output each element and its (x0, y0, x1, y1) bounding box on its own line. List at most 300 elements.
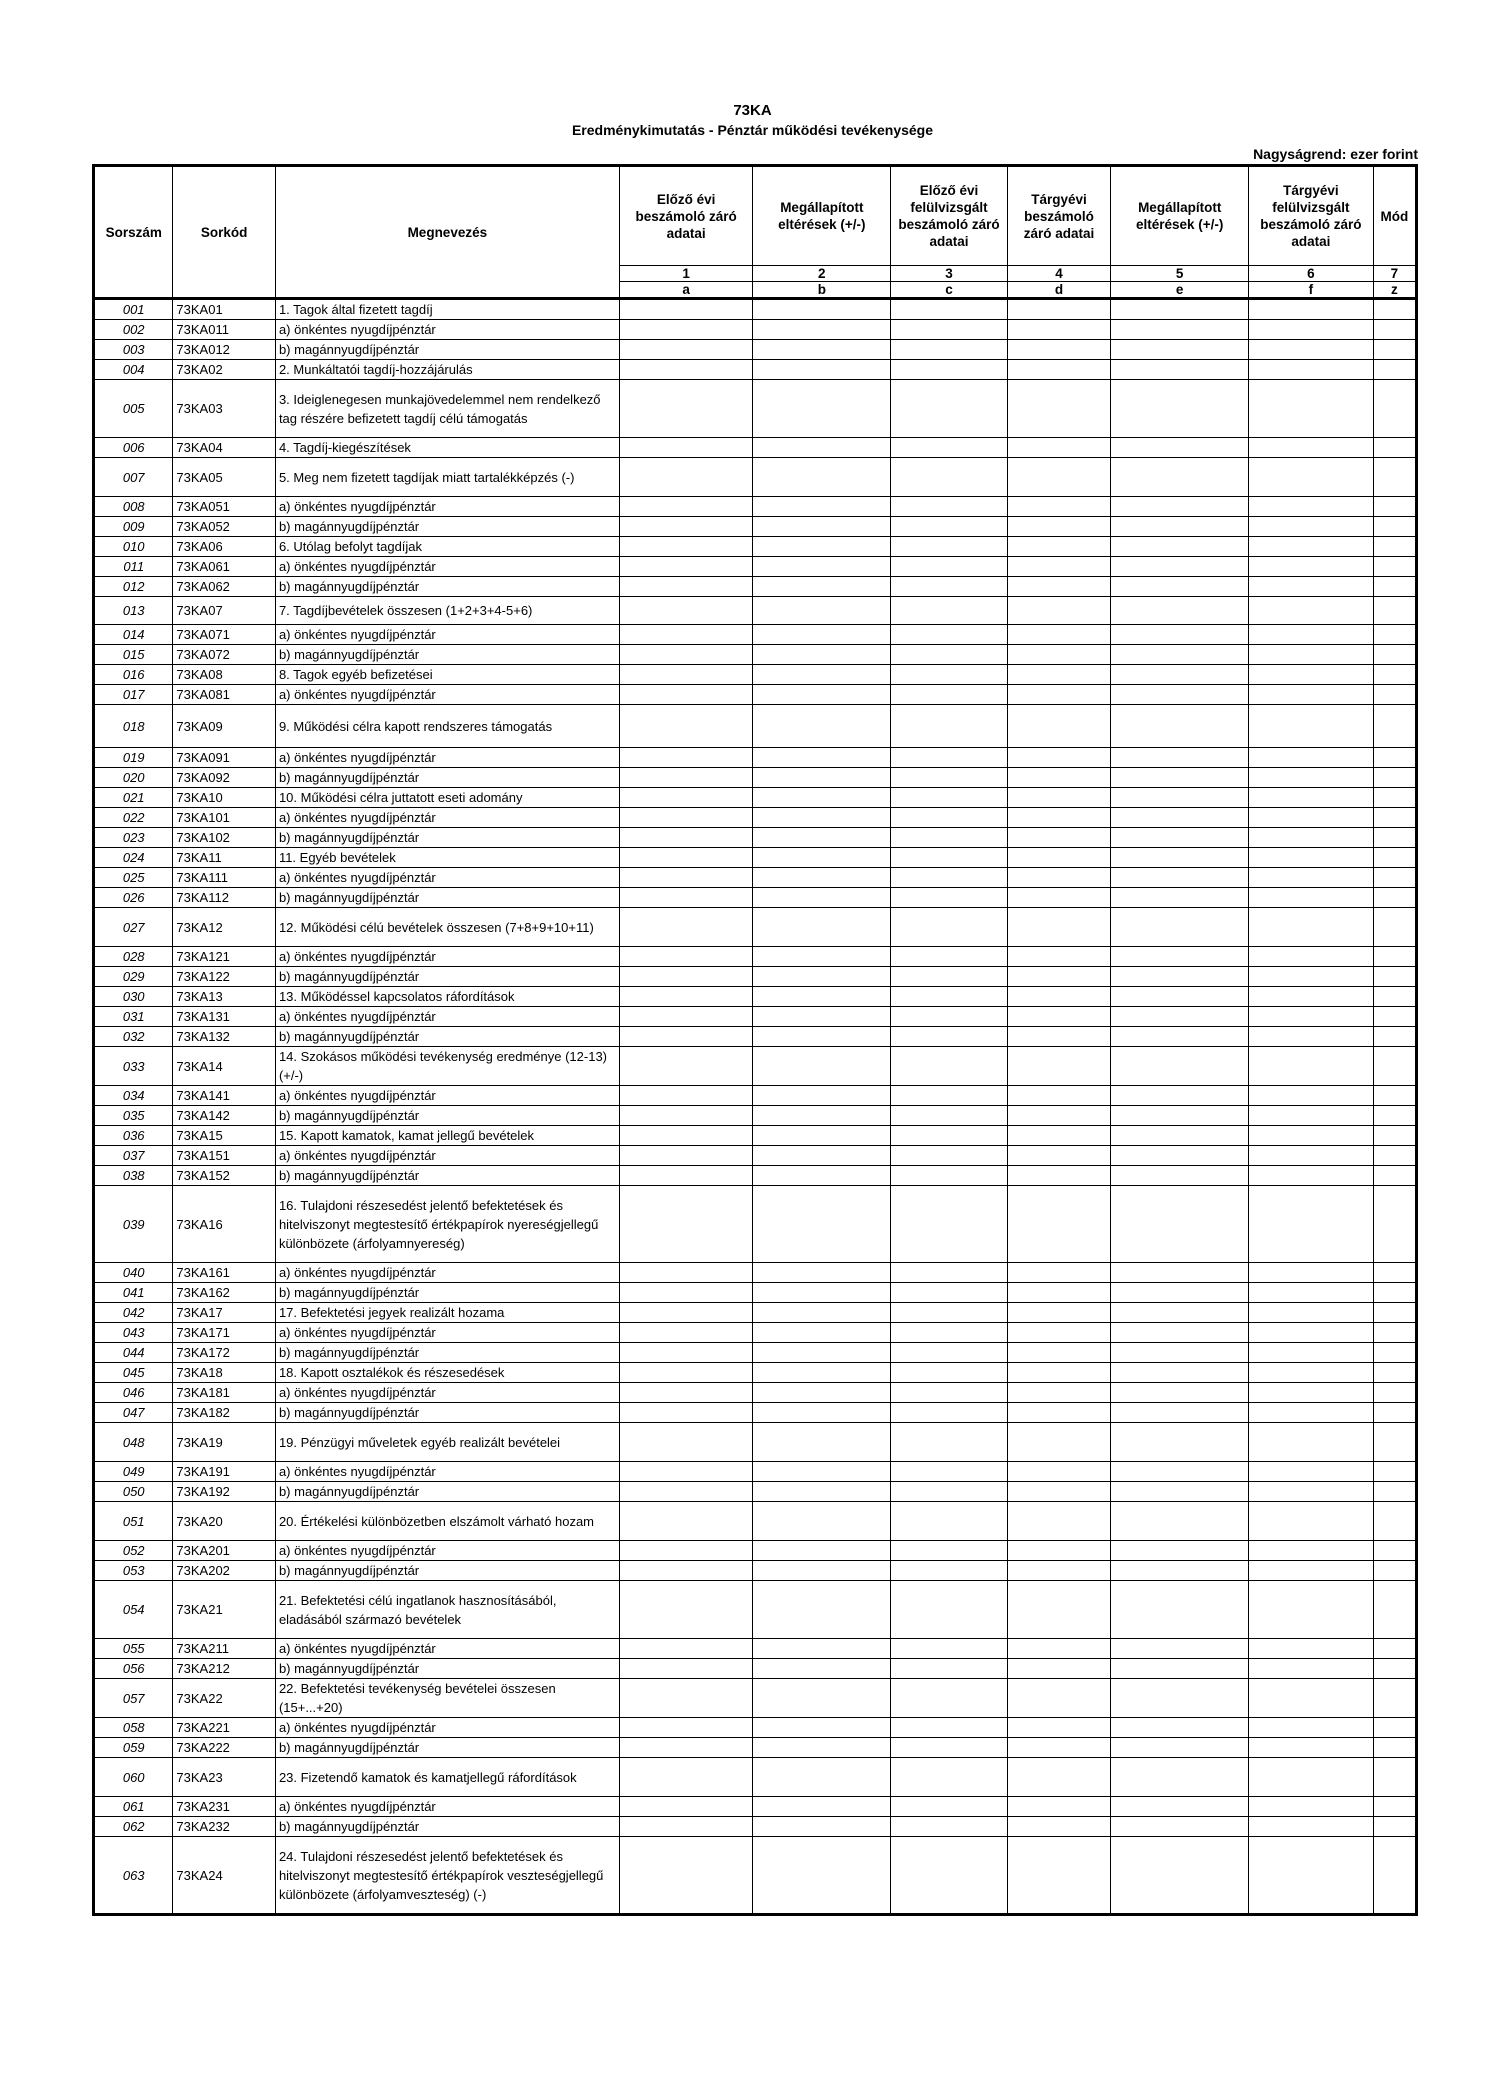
value-cell-col7[interactable] (1373, 1186, 1416, 1263)
value-cell-col7[interactable] (1373, 1423, 1416, 1462)
value-cell-col2[interactable] (753, 625, 891, 645)
value-cell-col3[interactable] (891, 1659, 1008, 1679)
value-cell-col3[interactable] (891, 1541, 1008, 1561)
value-cell-col3[interactable] (891, 517, 1008, 537)
value-cell-col1[interactable] (619, 808, 753, 828)
value-cell-col1[interactable] (619, 768, 753, 788)
value-cell-col3[interactable] (891, 1027, 1008, 1047)
value-cell-col5[interactable] (1111, 1106, 1249, 1126)
value-cell-col6[interactable] (1249, 1047, 1374, 1086)
value-cell-col4[interactable] (1007, 1502, 1111, 1541)
value-cell-col7[interactable] (1373, 908, 1416, 947)
value-cell-col1[interactable] (619, 987, 753, 1007)
value-cell-col3[interactable] (891, 1718, 1008, 1738)
value-cell-col5[interactable] (1111, 458, 1249, 497)
value-cell-col5[interactable] (1111, 577, 1249, 597)
value-cell-col5[interactable] (1111, 1679, 1249, 1718)
value-cell-col7[interactable] (1373, 1146, 1416, 1166)
value-cell-col1[interactable] (619, 1541, 753, 1561)
value-cell-col3[interactable] (891, 768, 1008, 788)
value-cell-col1[interactable] (619, 1126, 753, 1146)
value-cell-col1[interactable] (619, 1561, 753, 1581)
value-cell-col1[interactable] (619, 1482, 753, 1502)
value-cell-col4[interactable] (1007, 597, 1111, 625)
value-cell-col6[interactable] (1249, 557, 1374, 577)
value-cell-col4[interactable] (1007, 908, 1111, 947)
value-cell-col2[interactable] (753, 1581, 891, 1639)
value-cell-col5[interactable] (1111, 1303, 1249, 1323)
value-cell-col7[interactable] (1373, 1581, 1416, 1639)
value-cell-col7[interactable] (1373, 1363, 1416, 1383)
value-cell-col6[interactable] (1249, 1106, 1374, 1126)
value-cell-col2[interactable] (753, 577, 891, 597)
value-cell-col1[interactable] (619, 557, 753, 577)
value-cell-col5[interactable] (1111, 1363, 1249, 1383)
value-cell-col4[interactable] (1007, 1166, 1111, 1186)
value-cell-col1[interactable] (619, 497, 753, 517)
value-cell-col3[interactable] (891, 1797, 1008, 1817)
value-cell-col2[interactable] (753, 380, 891, 438)
value-cell-col3[interactable] (891, 1502, 1008, 1541)
value-cell-col7[interactable] (1373, 967, 1416, 987)
value-cell-col5[interactable] (1111, 320, 1249, 340)
value-cell-col3[interactable] (891, 748, 1008, 768)
value-cell-col7[interactable] (1373, 320, 1416, 340)
value-cell-col4[interactable] (1007, 1541, 1111, 1561)
value-cell-col3[interactable] (891, 1758, 1008, 1797)
value-cell-col5[interactable] (1111, 1758, 1249, 1797)
value-cell-col1[interactable] (619, 1263, 753, 1283)
value-cell-col6[interactable] (1249, 1659, 1374, 1679)
value-cell-col6[interactable] (1249, 705, 1374, 748)
value-cell-col6[interactable] (1249, 1263, 1374, 1283)
value-cell-col2[interactable] (753, 828, 891, 848)
value-cell-col7[interactable] (1373, 380, 1416, 438)
value-cell-col1[interactable] (619, 1659, 753, 1679)
value-cell-col1[interactable] (619, 320, 753, 340)
value-cell-col1[interactable] (619, 848, 753, 868)
value-cell-col7[interactable] (1373, 1482, 1416, 1502)
value-cell-col2[interactable] (753, 340, 891, 360)
value-cell-col5[interactable] (1111, 788, 1249, 808)
value-cell-col5[interactable] (1111, 1146, 1249, 1166)
value-cell-col1[interactable] (619, 645, 753, 665)
value-cell-col6[interactable] (1249, 1007, 1374, 1027)
value-cell-col2[interactable] (753, 665, 891, 685)
value-cell-col6[interactable] (1249, 497, 1374, 517)
value-cell-col6[interactable] (1249, 748, 1374, 768)
value-cell-col5[interactable] (1111, 868, 1249, 888)
value-cell-col3[interactable] (891, 1462, 1008, 1482)
value-cell-col2[interactable] (753, 1817, 891, 1837)
value-cell-col7[interactable] (1373, 645, 1416, 665)
value-cell-col5[interactable] (1111, 438, 1249, 458)
value-cell-col5[interactable] (1111, 828, 1249, 848)
value-cell-col2[interactable] (753, 908, 891, 947)
value-cell-col4[interactable] (1007, 458, 1111, 497)
value-cell-col7[interactable] (1373, 557, 1416, 577)
value-cell-col1[interactable] (619, 1837, 753, 1915)
value-cell-col5[interactable] (1111, 1639, 1249, 1659)
value-cell-col5[interactable] (1111, 1126, 1249, 1146)
value-cell-col6[interactable] (1249, 888, 1374, 908)
value-cell-col5[interactable] (1111, 1343, 1249, 1363)
value-cell-col7[interactable] (1373, 497, 1416, 517)
value-cell-col3[interactable] (891, 438, 1008, 458)
value-cell-col3[interactable] (891, 808, 1008, 828)
value-cell-col2[interactable] (753, 1323, 891, 1343)
value-cell-col1[interactable] (619, 360, 753, 380)
value-cell-col3[interactable] (891, 1283, 1008, 1303)
value-cell-col3[interactable] (891, 1837, 1008, 1915)
value-cell-col1[interactable] (619, 868, 753, 888)
value-cell-col7[interactable] (1373, 987, 1416, 1007)
value-cell-col1[interactable] (619, 380, 753, 438)
value-cell-col4[interactable] (1007, 987, 1111, 1007)
value-cell-col2[interactable] (753, 1383, 891, 1403)
value-cell-col2[interactable] (753, 848, 891, 868)
value-cell-col2[interactable] (753, 360, 891, 380)
value-cell-col6[interactable] (1249, 1186, 1374, 1263)
value-cell-col7[interactable] (1373, 1541, 1416, 1561)
value-cell-col4[interactable] (1007, 705, 1111, 748)
value-cell-col7[interactable] (1373, 1086, 1416, 1106)
value-cell-col4[interactable] (1007, 1047, 1111, 1086)
value-cell-col6[interactable] (1249, 1323, 1374, 1343)
value-cell-col5[interactable] (1111, 808, 1249, 828)
value-cell-col7[interactable] (1373, 1502, 1416, 1541)
value-cell-col2[interactable] (753, 458, 891, 497)
value-cell-col4[interactable] (1007, 1738, 1111, 1758)
value-cell-col2[interactable] (753, 1797, 891, 1817)
value-cell-col3[interactable] (891, 299, 1008, 320)
value-cell-col3[interactable] (891, 537, 1008, 557)
value-cell-col5[interactable] (1111, 908, 1249, 947)
value-cell-col3[interactable] (891, 1146, 1008, 1166)
value-cell-col7[interactable] (1373, 1758, 1416, 1797)
value-cell-col7[interactable] (1373, 537, 1416, 557)
value-cell-col2[interactable] (753, 1166, 891, 1186)
value-cell-col6[interactable] (1249, 1303, 1374, 1323)
value-cell-col2[interactable] (753, 888, 891, 908)
value-cell-col3[interactable] (891, 848, 1008, 868)
value-cell-col2[interactable] (753, 1482, 891, 1502)
value-cell-col3[interactable] (891, 1323, 1008, 1343)
value-cell-col4[interactable] (1007, 748, 1111, 768)
value-cell-col5[interactable] (1111, 1837, 1249, 1915)
value-cell-col1[interactable] (619, 947, 753, 967)
value-cell-col4[interactable] (1007, 438, 1111, 458)
value-cell-col4[interactable] (1007, 1263, 1111, 1283)
value-cell-col2[interactable] (753, 1027, 891, 1047)
value-cell-col6[interactable] (1249, 1126, 1374, 1146)
value-cell-col6[interactable] (1249, 1403, 1374, 1423)
value-cell-col2[interactable] (753, 1541, 891, 1561)
value-cell-col4[interactable] (1007, 537, 1111, 557)
value-cell-col3[interactable] (891, 458, 1008, 497)
value-cell-col4[interactable] (1007, 1482, 1111, 1502)
value-cell-col2[interactable] (753, 1146, 891, 1166)
value-cell-col4[interactable] (1007, 1303, 1111, 1323)
value-cell-col4[interactable] (1007, 1186, 1111, 1263)
value-cell-col2[interactable] (753, 1679, 891, 1718)
value-cell-col6[interactable] (1249, 340, 1374, 360)
value-cell-col1[interactable] (619, 1817, 753, 1837)
value-cell-col5[interactable] (1111, 597, 1249, 625)
value-cell-col5[interactable] (1111, 340, 1249, 360)
value-cell-col7[interactable] (1373, 1561, 1416, 1581)
value-cell-col1[interactable] (619, 1343, 753, 1363)
value-cell-col2[interactable] (753, 645, 891, 665)
value-cell-col1[interactable] (619, 908, 753, 947)
value-cell-col4[interactable] (1007, 645, 1111, 665)
value-cell-col4[interactable] (1007, 1679, 1111, 1718)
value-cell-col5[interactable] (1111, 1186, 1249, 1263)
value-cell-col1[interactable] (619, 1679, 753, 1718)
value-cell-col7[interactable] (1373, 947, 1416, 967)
value-cell-col2[interactable] (753, 868, 891, 888)
value-cell-col5[interactable] (1111, 1462, 1249, 1482)
value-cell-col7[interactable] (1373, 1126, 1416, 1146)
value-cell-col3[interactable] (891, 645, 1008, 665)
value-cell-col6[interactable] (1249, 1166, 1374, 1186)
value-cell-col1[interactable] (619, 1502, 753, 1541)
value-cell-col4[interactable] (1007, 768, 1111, 788)
value-cell-col4[interactable] (1007, 788, 1111, 808)
value-cell-col7[interactable] (1373, 888, 1416, 908)
value-cell-col7[interactable] (1373, 685, 1416, 705)
value-cell-col3[interactable] (891, 1086, 1008, 1106)
value-cell-col3[interactable] (891, 908, 1008, 947)
value-cell-col3[interactable] (891, 947, 1008, 967)
value-cell-col4[interactable] (1007, 1146, 1111, 1166)
value-cell-col5[interactable] (1111, 1561, 1249, 1581)
value-cell-col3[interactable] (891, 1363, 1008, 1383)
value-cell-col2[interactable] (753, 497, 891, 517)
value-cell-col1[interactable] (619, 340, 753, 360)
value-cell-col6[interactable] (1249, 1837, 1374, 1915)
value-cell-col6[interactable] (1249, 517, 1374, 537)
value-cell-col1[interactable] (619, 1462, 753, 1482)
value-cell-col1[interactable] (619, 1146, 753, 1166)
value-cell-col2[interactable] (753, 1639, 891, 1659)
value-cell-col4[interactable] (1007, 1659, 1111, 1679)
value-cell-col2[interactable] (753, 320, 891, 340)
value-cell-col5[interactable] (1111, 1283, 1249, 1303)
value-cell-col1[interactable] (619, 748, 753, 768)
value-cell-col3[interactable] (891, 1303, 1008, 1323)
value-cell-col3[interactable] (891, 1343, 1008, 1363)
value-cell-col4[interactable] (1007, 947, 1111, 967)
value-cell-col3[interactable] (891, 1186, 1008, 1263)
value-cell-col3[interactable] (891, 597, 1008, 625)
value-cell-col7[interactable] (1373, 597, 1416, 625)
value-cell-col2[interactable] (753, 1126, 891, 1146)
value-cell-col5[interactable] (1111, 888, 1249, 908)
value-cell-col2[interactable] (753, 1561, 891, 1581)
value-cell-col3[interactable] (891, 1482, 1008, 1502)
value-cell-col6[interactable] (1249, 1343, 1374, 1363)
value-cell-col6[interactable] (1249, 808, 1374, 828)
value-cell-col5[interactable] (1111, 625, 1249, 645)
value-cell-col4[interactable] (1007, 1639, 1111, 1659)
value-cell-col7[interactable] (1373, 340, 1416, 360)
value-cell-col1[interactable] (619, 1027, 753, 1047)
value-cell-col4[interactable] (1007, 625, 1111, 645)
value-cell-col2[interactable] (753, 1186, 891, 1263)
value-cell-col3[interactable] (891, 1639, 1008, 1659)
value-cell-col7[interactable] (1373, 1639, 1416, 1659)
value-cell-col2[interactable] (753, 1758, 891, 1797)
value-cell-col2[interactable] (753, 768, 891, 788)
value-cell-col6[interactable] (1249, 908, 1374, 947)
value-cell-col7[interactable] (1373, 768, 1416, 788)
value-cell-col7[interactable] (1373, 360, 1416, 380)
value-cell-col4[interactable] (1007, 967, 1111, 987)
value-cell-col7[interactable] (1373, 1047, 1416, 1086)
value-cell-col2[interactable] (753, 1007, 891, 1027)
value-cell-col3[interactable] (891, 1738, 1008, 1758)
value-cell-col1[interactable] (619, 1423, 753, 1462)
value-cell-col3[interactable] (891, 1561, 1008, 1581)
value-cell-col1[interactable] (619, 665, 753, 685)
value-cell-col7[interactable] (1373, 848, 1416, 868)
value-cell-col1[interactable] (619, 1086, 753, 1106)
value-cell-col1[interactable] (619, 1007, 753, 1027)
value-cell-col7[interactable] (1373, 1383, 1416, 1403)
value-cell-col5[interactable] (1111, 1718, 1249, 1738)
value-cell-col7[interactable] (1373, 1283, 1416, 1303)
value-cell-col6[interactable] (1249, 597, 1374, 625)
value-cell-col4[interactable] (1007, 320, 1111, 340)
value-cell-col1[interactable] (619, 537, 753, 557)
value-cell-col7[interactable] (1373, 517, 1416, 537)
value-cell-col6[interactable] (1249, 1758, 1374, 1797)
value-cell-col5[interactable] (1111, 1403, 1249, 1423)
value-cell-col3[interactable] (891, 1581, 1008, 1639)
value-cell-col4[interactable] (1007, 299, 1111, 320)
value-cell-col4[interactable] (1007, 1837, 1111, 1915)
value-cell-col6[interactable] (1249, 868, 1374, 888)
value-cell-col5[interactable] (1111, 1738, 1249, 1758)
value-cell-col3[interactable] (891, 1047, 1008, 1086)
value-cell-col7[interactable] (1373, 868, 1416, 888)
value-cell-col2[interactable] (753, 1086, 891, 1106)
value-cell-col4[interactable] (1007, 1343, 1111, 1363)
value-cell-col6[interactable] (1249, 438, 1374, 458)
value-cell-col3[interactable] (891, 340, 1008, 360)
value-cell-col6[interactable] (1249, 1423, 1374, 1462)
value-cell-col7[interactable] (1373, 748, 1416, 768)
value-cell-col2[interactable] (753, 1263, 891, 1283)
value-cell-col5[interactable] (1111, 1659, 1249, 1679)
value-cell-col4[interactable] (1007, 1561, 1111, 1581)
value-cell-col4[interactable] (1007, 1423, 1111, 1462)
value-cell-col2[interactable] (753, 1423, 891, 1462)
value-cell-col5[interactable] (1111, 1817, 1249, 1837)
value-cell-col2[interactable] (753, 597, 891, 625)
value-cell-col3[interactable] (891, 625, 1008, 645)
value-cell-col2[interactable] (753, 947, 891, 967)
value-cell-col6[interactable] (1249, 1797, 1374, 1817)
value-cell-col2[interactable] (753, 1106, 891, 1126)
value-cell-col7[interactable] (1373, 1263, 1416, 1283)
value-cell-col2[interactable] (753, 1502, 891, 1541)
value-cell-col5[interactable] (1111, 557, 1249, 577)
value-cell-col7[interactable] (1373, 705, 1416, 748)
value-cell-col5[interactable] (1111, 768, 1249, 788)
value-cell-col6[interactable] (1249, 320, 1374, 340)
value-cell-col4[interactable] (1007, 1581, 1111, 1639)
value-cell-col1[interactable] (619, 1797, 753, 1817)
value-cell-col6[interactable] (1249, 299, 1374, 320)
value-cell-col1[interactable] (619, 625, 753, 645)
value-cell-col7[interactable] (1373, 1027, 1416, 1047)
value-cell-col2[interactable] (753, 1047, 891, 1086)
value-cell-col5[interactable] (1111, 1166, 1249, 1186)
value-cell-col4[interactable] (1007, 1403, 1111, 1423)
value-cell-col6[interactable] (1249, 768, 1374, 788)
value-cell-col7[interactable] (1373, 1323, 1416, 1343)
value-cell-col4[interactable] (1007, 360, 1111, 380)
value-cell-col5[interactable] (1111, 705, 1249, 748)
value-cell-col6[interactable] (1249, 665, 1374, 685)
value-cell-col5[interactable] (1111, 360, 1249, 380)
value-cell-col3[interactable] (891, 685, 1008, 705)
value-cell-col6[interactable] (1249, 1718, 1374, 1738)
value-cell-col4[interactable] (1007, 1758, 1111, 1797)
value-cell-col7[interactable] (1373, 1797, 1416, 1817)
value-cell-col4[interactable] (1007, 828, 1111, 848)
value-cell-col3[interactable] (891, 868, 1008, 888)
value-cell-col4[interactable] (1007, 1027, 1111, 1047)
value-cell-col5[interactable] (1111, 1007, 1249, 1027)
value-cell-col7[interactable] (1373, 828, 1416, 848)
value-cell-col6[interactable] (1249, 1086, 1374, 1106)
value-cell-col1[interactable] (619, 458, 753, 497)
value-cell-col7[interactable] (1373, 577, 1416, 597)
value-cell-col5[interactable] (1111, 1047, 1249, 1086)
value-cell-col6[interactable] (1249, 967, 1374, 987)
value-cell-col4[interactable] (1007, 1383, 1111, 1403)
value-cell-col2[interactable] (753, 788, 891, 808)
value-cell-col1[interactable] (619, 577, 753, 597)
value-cell-col5[interactable] (1111, 967, 1249, 987)
value-cell-col3[interactable] (891, 1679, 1008, 1718)
value-cell-col4[interactable] (1007, 1718, 1111, 1738)
value-cell-col4[interactable] (1007, 1323, 1111, 1343)
value-cell-col6[interactable] (1249, 625, 1374, 645)
value-cell-col7[interactable] (1373, 665, 1416, 685)
value-cell-col2[interactable] (753, 557, 891, 577)
value-cell-col3[interactable] (891, 557, 1008, 577)
value-cell-col3[interactable] (891, 1403, 1008, 1423)
value-cell-col6[interactable] (1249, 537, 1374, 557)
value-cell-col2[interactable] (753, 1283, 891, 1303)
value-cell-col6[interactable] (1249, 685, 1374, 705)
value-cell-col7[interactable] (1373, 1718, 1416, 1738)
value-cell-col4[interactable] (1007, 1462, 1111, 1482)
value-cell-col6[interactable] (1249, 1027, 1374, 1047)
value-cell-col5[interactable] (1111, 1263, 1249, 1283)
value-cell-col3[interactable] (891, 987, 1008, 1007)
value-cell-col3[interactable] (891, 1383, 1008, 1403)
value-cell-col5[interactable] (1111, 1086, 1249, 1106)
value-cell-col2[interactable] (753, 1363, 891, 1383)
value-cell-col3[interactable] (891, 788, 1008, 808)
value-cell-col3[interactable] (891, 1166, 1008, 1186)
value-cell-col7[interactable] (1373, 1343, 1416, 1363)
